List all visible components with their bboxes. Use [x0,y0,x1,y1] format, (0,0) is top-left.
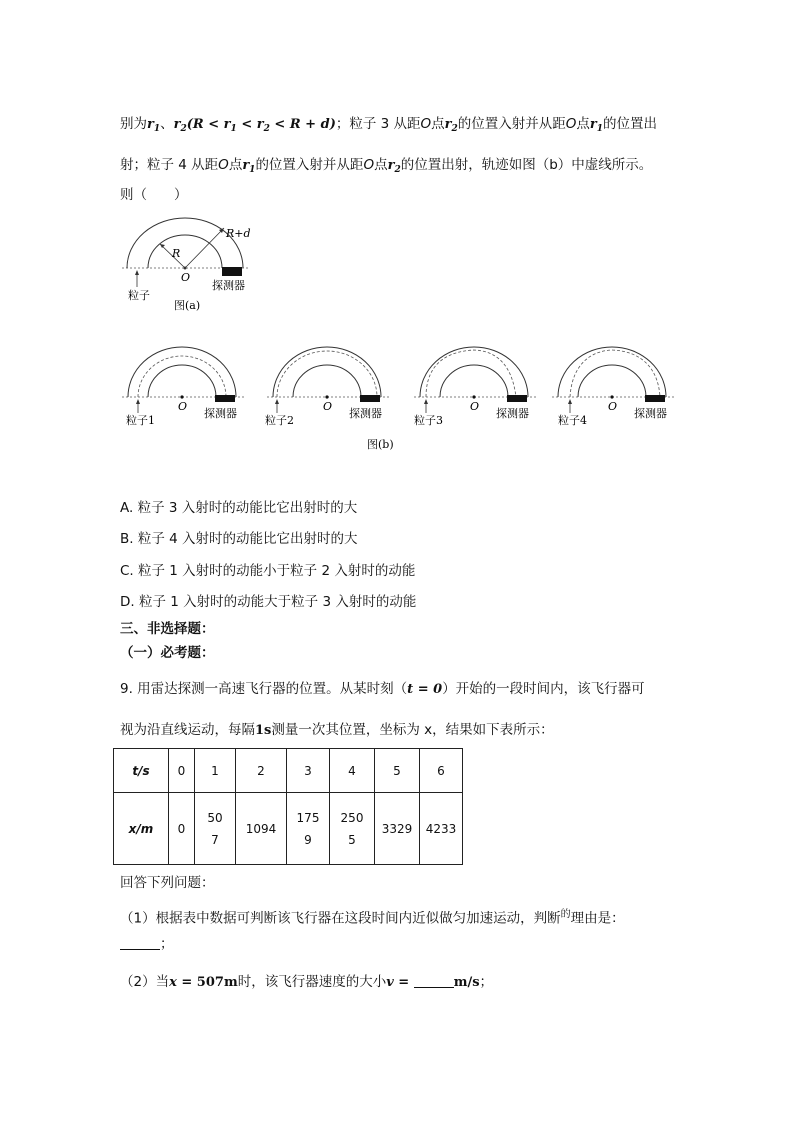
svg-text:探测器: 探测器 [634,407,667,420]
table-cell: 3329 [375,793,420,865]
R-label: R [172,247,181,260]
question-bracket-line: 则（ ） [120,187,188,203]
table-cell: 1 [195,749,236,793]
table-cell: 175 9 [287,793,330,865]
answer-intro: 回答下列问题： [120,875,215,891]
svg-text:粒子1: 粒子1 [126,414,155,427]
panel-particle-1 [122,347,245,427]
svg-text:O: O [608,400,618,413]
panel-particle-4 [552,347,675,427]
table-cell: 2 [236,749,287,793]
svg-text:探测器: 探测器 [204,407,237,420]
trajectory-1 [138,356,226,397]
particle-label: 粒子 [128,289,150,302]
table-row-position [114,793,463,865]
table-cell: 4233 [420,793,463,865]
table-cell: 0 [169,749,195,793]
answer-blank-2[interactable] [414,973,454,988]
problem-text-line-2: 射；粒子 4 从距O点$r_1$的位置入射并从距O点$r_2$的位置出射，轨迹如图（b）中虚线所示。 [120,157,653,175]
svg-text:粒子4: 粒子4 [558,414,587,427]
svg-text:O: O [323,400,333,413]
svg-text:探测器: 探测器 [496,407,529,420]
table-cell: 1094 [236,793,287,865]
option-a: A. 粒子 3 入射时的动能比它出射时的大 [120,500,358,516]
table-cell: 6 [420,749,463,793]
table-header-t: t/s [114,749,169,793]
q9-line-1: 9. 用雷达探测一高速飞行器的位置。从某时刻（t = 0）开始的一段时间内，该飞行器可 [120,681,645,697]
position-data-table [113,748,463,865]
svg-text:O: O [470,400,480,413]
q9-part-2: （2）当x = 507m时，该飞行器速度的大小v = m/s； [120,974,494,990]
svg-text:粒子3: 粒子3 [414,414,443,427]
q9-part-1: （1）根据表中数据可判断该飞行器在这段时间内近似做匀加速运动，判断$^的$理由是： [120,909,625,927]
table-cell: 5 [375,749,420,793]
problem-text-line-1: 别为$r_1$、$r_2(R < r_1 < r_2 < R + d)$；粒子 3 从距O点$r_2$的位置入射并从距O点$r_1$的位置出 [120,116,658,134]
section-title: 三、非选择题： [120,621,215,637]
option-b: B. 粒子 4 入射时的动能比它出射时的大 [120,531,358,547]
subsection-title: （一）必考题： [120,645,215,661]
figure-a [120,212,280,317]
outer-arc [127,218,243,268]
answer-blank-1[interactable] [120,935,160,950]
table-cell: 4 [330,749,375,793]
trajectory-3 [426,350,516,397]
trajectory-4 [570,350,660,397]
svg-text:探测器: 探测器 [349,407,382,420]
q9-part-1-blank: ； [120,934,174,954]
table-cell: 0 [169,793,195,865]
svg-text:O: O [178,400,188,413]
detector-label: 探测器 [212,279,245,292]
Rd-label: R+d [226,227,251,240]
r2-range-expression: $r_2(R < r_1 < r_2 < R + d)$ [173,117,336,134]
q9-line-2: 视为沿直线运动，每隔1s测量一次其位置，坐标为 x，结果如下表所示： [120,722,554,738]
table-header-x: x/m [114,793,169,865]
table-cell: 3 [287,749,330,793]
table-cell: 50 7 [195,793,236,865]
table-row-time [114,749,463,793]
figure-b-caption: 图(b) [367,438,394,451]
figure-a-caption: 图(a) [174,299,201,312]
svg-text:粒子2: 粒子2 [265,414,294,427]
panel-particle-2 [265,347,390,427]
figure-b [120,340,680,455]
option-d: D. 粒子 1 入射时的动能大于粒子 3 入射时的动能 [120,594,417,610]
trajectory-2 [277,351,377,397]
O-label: O [181,271,191,284]
inner-arc [148,235,222,268]
radius-Rd-arrow [185,228,224,268]
r1-symbol: $r_1$ [147,117,161,134]
detector-block [222,267,242,276]
option-c: C. 粒子 1 入射时的动能小于粒子 2 入射时的动能 [120,563,416,579]
panel-particle-3 [414,347,537,427]
table-cell: 250 5 [330,793,375,865]
